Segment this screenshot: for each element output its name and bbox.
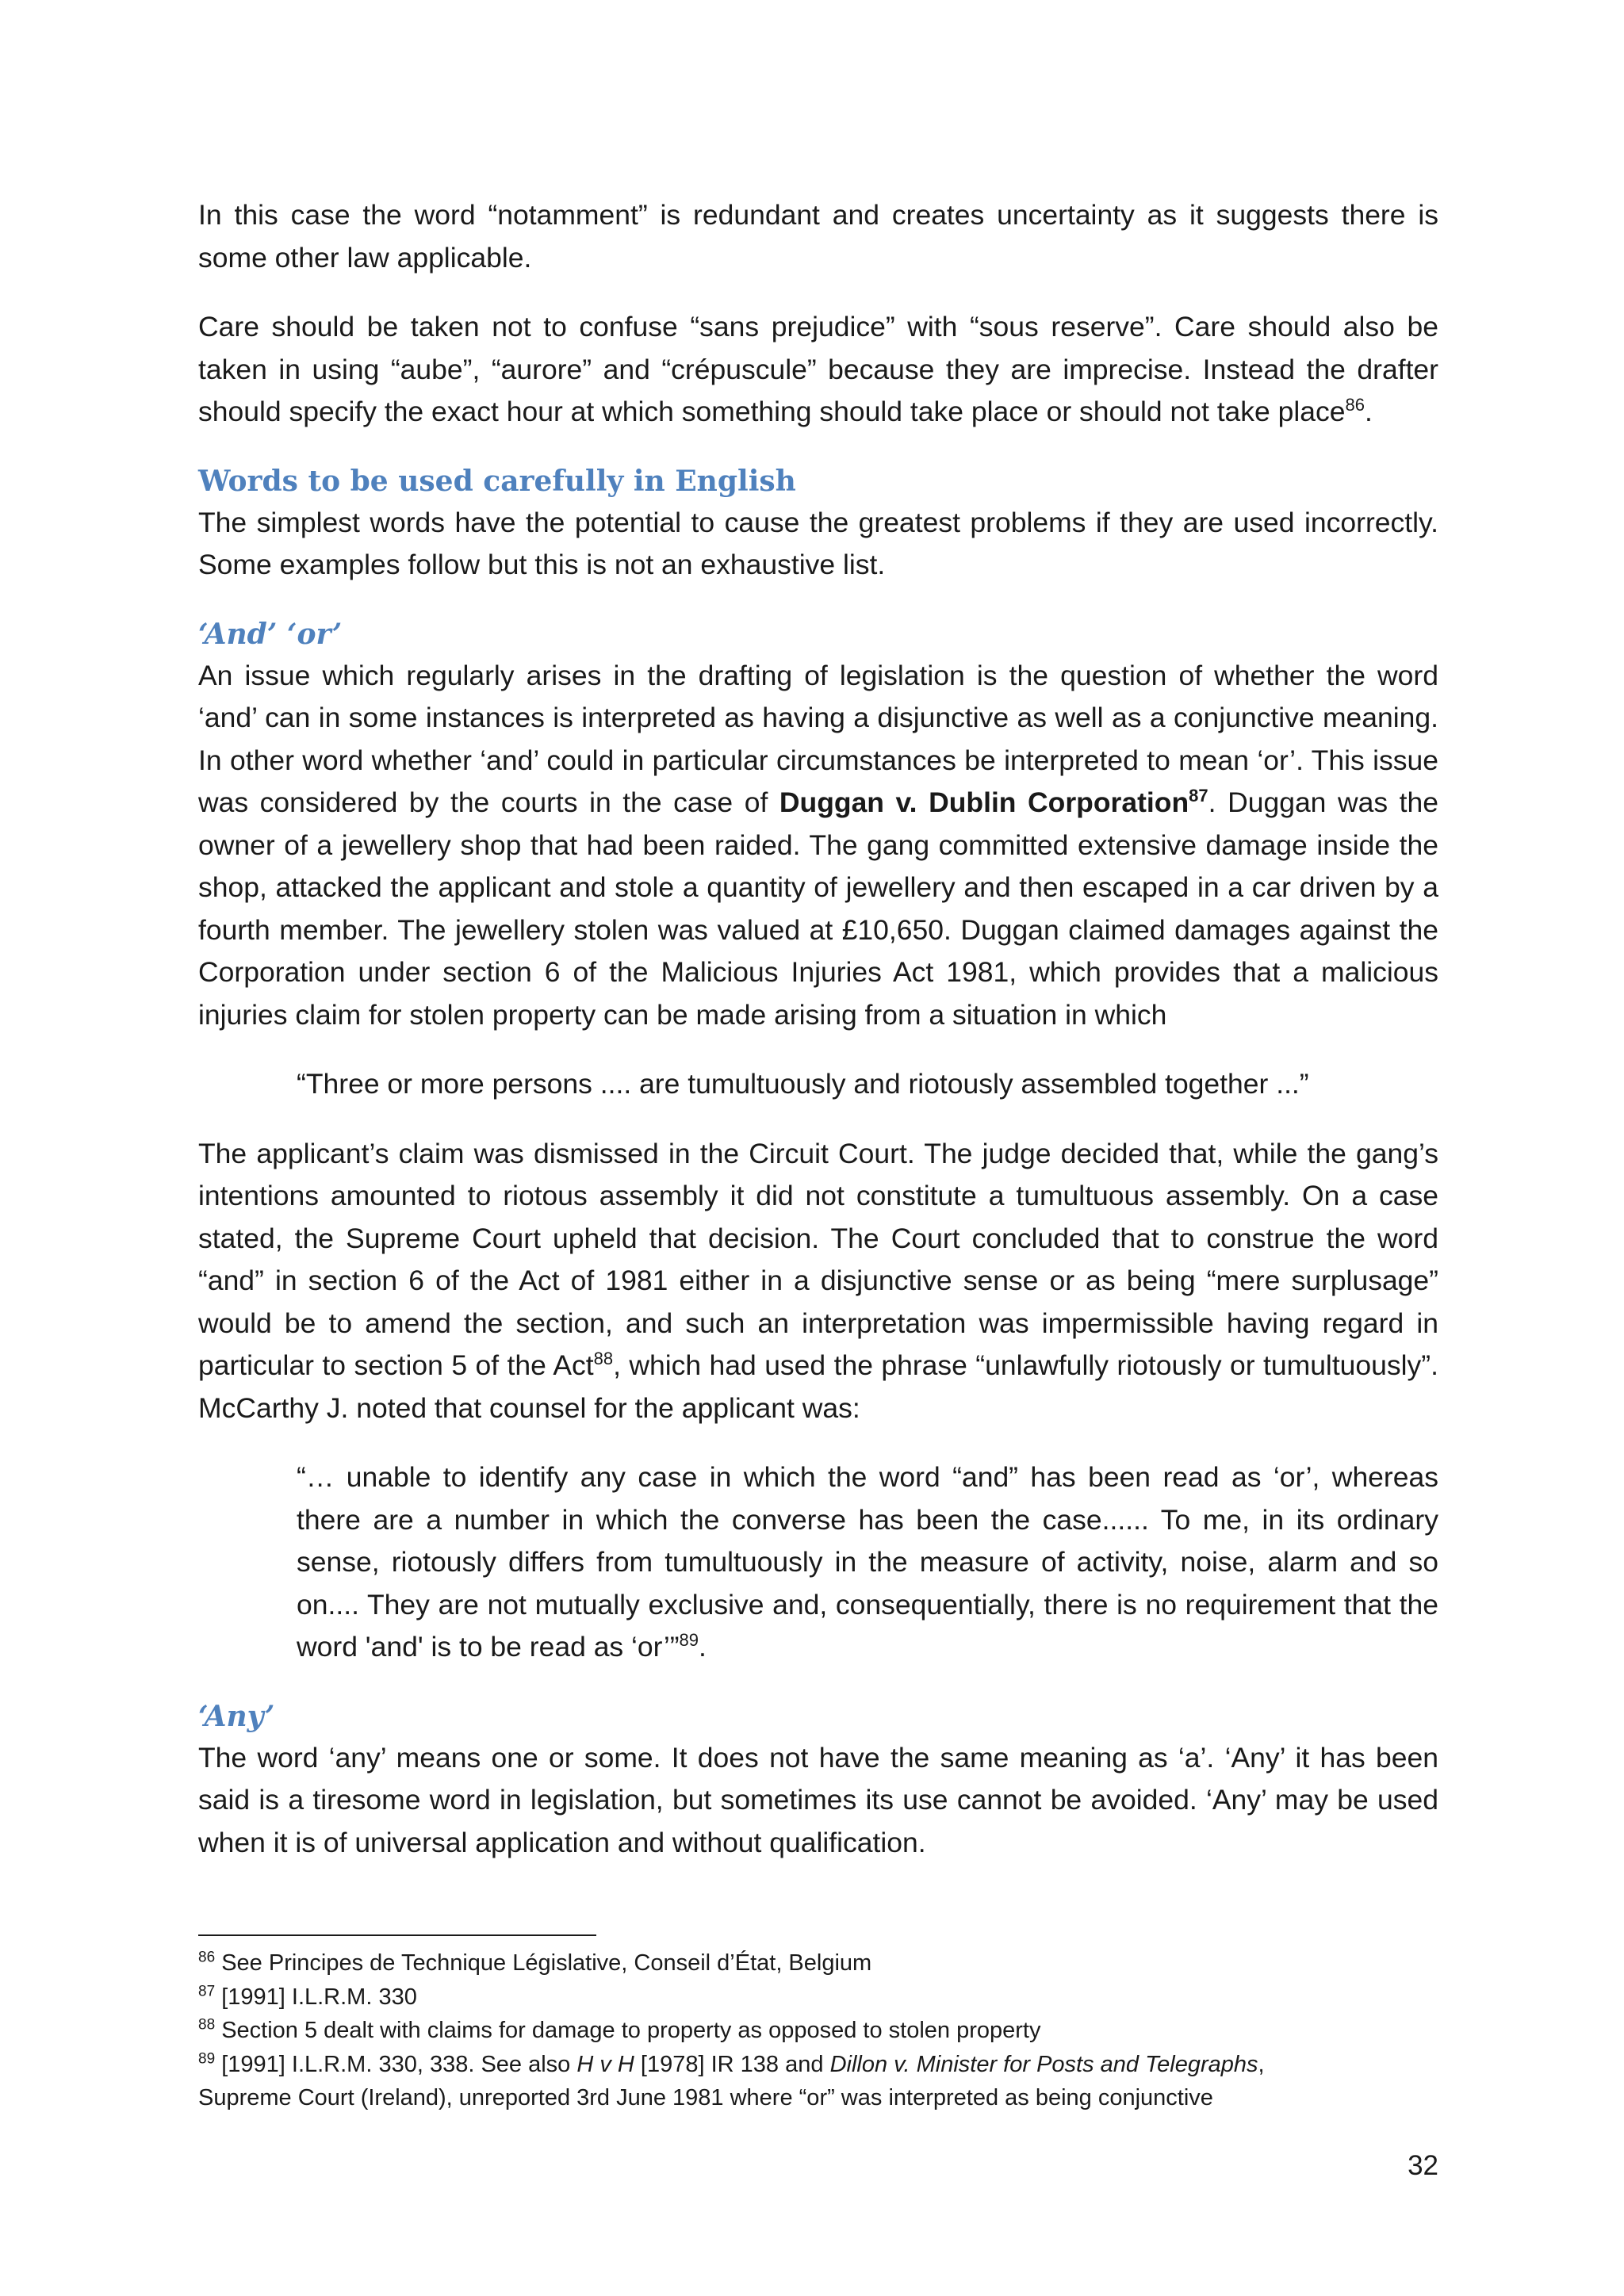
section-heading-words-english: Words to be used carefully in English [198, 464, 796, 498]
footnote-ref-86[interactable]: 86 [1345, 395, 1365, 415]
footnote-89: $^{89}$ [1991] I.L.R.M. 330, 338. See also H v H [1978] IR 138 and Dillon v. Minister for Posts and Telegraphs, [198, 2049, 1265, 2077]
footnote-separator [198, 1934, 596, 1936]
footnotes [198, 1946, 1467, 2115]
footnote-86: $^{86}$ See Principes de Technique Législative, Conseil d’État, Belgium [198, 1949, 872, 1976]
any-paragraph: The word ‘any’ means one or some. It does not have the same meaning as ‘a’. ‘Any’ it has been said is a tiresome word in legislation, but sometimes its use cannot be avoided. ‘Any’ may be used when it is of universal application and without qualification. [198, 1741, 1438, 1858]
and-or-paragraph-2: The applicant’s claim was dismissed in the Circuit Court. The judge decided that, while the gang’s intentions amounted to riotous assembly it did not constitute a tumultuous assembly. On a case stated, the Supreme Court upheld that decision. The Court concluded that to construe the word “and” in section 6 of the Act of 1981 either in a disjunctive sense or as being “mere surplusage” would be to amend the section, and such an interpretation was impermissible having regard in particular to section 5 of the Act$^{88}$, which had used the phrase “unlawfully riotously or tumultuously”. McCarthy J. noted that counsel for the applicant was: [198, 1137, 1438, 1424]
footnote-87: $^{87}$ [1991] I.L.R.M. 330 [198, 1982, 417, 2010]
subheading-and-or: ‘And’ ‘or’ [198, 617, 343, 651]
footnote-88: $^{88}$ Section 5 dealt with claims for damage to property as opposed to stolen property [198, 2016, 1041, 2043]
footnote-ref-87[interactable]: 87 [1189, 786, 1208, 806]
footnote-89-continued: Supreme Court (Ireland), unreported 3rd June 1981 where “or” was interpreted as being conjunctive [198, 2085, 1213, 2110]
footnote-ref-88[interactable]: 88 [593, 1349, 614, 1369]
mccarthy-quote: “… unable to identify any case in which the word “and” has been read as ‘or’, whereas there are a number in which the converse has been the case...... To me, in its ordinary sense, riotously differs from tumultuously in the measure of activity, noise, alarm and so on.... They are not mutually exclusive and, consequentially, there is no requirement that the word 'and' is to be read as ‘or’”$^{89}$. [297, 1461, 1438, 1663]
and-or-paragraph-1: An issue which regularly arises in the drafting of legislation is the question of whether the word ‘and’ can in some instances is interpreted as having a disjunctive as well as a conjunctive meaning. In other word whether ‘and’ could in particular circumstances be interpreted to mean ‘or’. This issue was considered by the courts in the case of Duggan v. Dublin Corporation$^{87}$. Duggan was the owner of a jewellery shop that had been raided. The gang committed extensive damage inside the shop, attacked the applicant and stole a quantity of jewellery and then escaped in a car driven by a fourth member. The jewellery stolen was valued at £10,650. Duggan claimed damages against the Corporation under section 6 of the Malicious Injuries Act 1981, which provides that a malicious injuries claim for stolen property can be made arising from a situation in which [198, 659, 1439, 1031]
case-name-duggan: Duggan v. Dublin Corporation [779, 786, 1189, 818]
intro-paragraph-1: In this case the word “notamment” is redundant and creates uncertainty as it suggests there is some other law applicable. [198, 199, 1438, 274]
page-number: 32 [1408, 2150, 1438, 2181]
section-intro-paragraph: The simplest words have the potential to cause the greatest problems if they are used incorrectly. Some examples follow but this is not an exhaustive list. [198, 506, 1438, 580]
document-body [198, 194, 1438, 1891]
intro-paragraph-2: Care should be taken not to confuse “sans prejudice” with “sous reserve”. Care should also be taken in using “aube”, “aurore” and “crépuscule” because they are imprecise. Instead the drafter should specify the exact hour at which something should take place or should not take place$^{86}$. [198, 311, 1438, 427]
footnote-ref-89[interactable]: 89 [679, 1630, 699, 1651]
subheading-any: ‘Any’ [198, 1699, 275, 1733]
statute-quote: “Three or more persons .... are tumultuously and riotously assembled together ...” [297, 1068, 1309, 1100]
